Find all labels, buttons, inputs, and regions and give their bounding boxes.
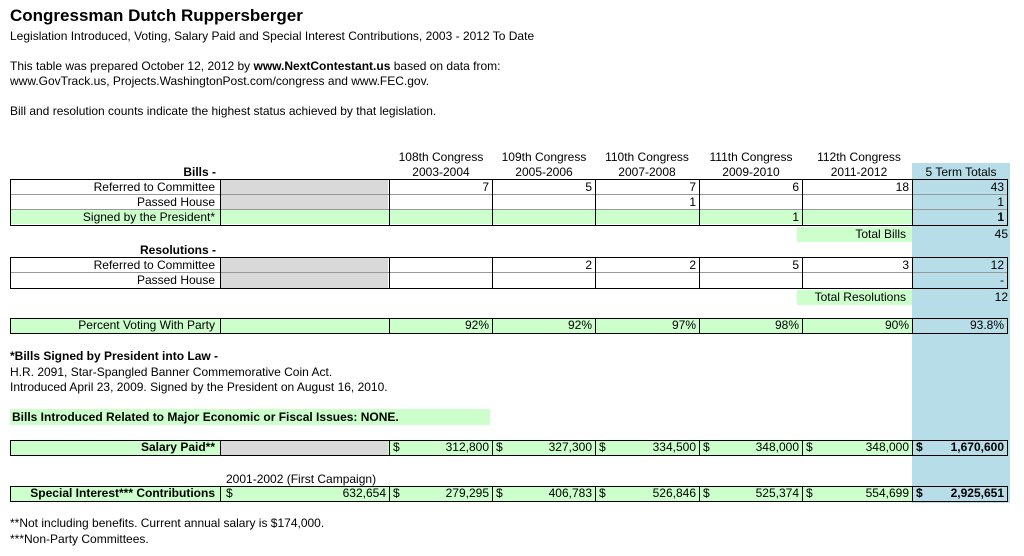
cell-value: 348,000 (755, 440, 799, 454)
resolutions-section-label: Resolutions - (139, 243, 216, 257)
column-header-108 (390, 150, 492, 180)
row-label: Salary Paid** (140, 440, 215, 454)
currency-symbol: $ (496, 440, 503, 454)
congress-years: 2011-2012 (830, 165, 888, 179)
cell-value: 3 (902, 258, 909, 272)
row-total: 1 (997, 195, 1004, 209)
cell-value: 6 (792, 180, 799, 194)
congress-name: 109th Congress (501, 150, 587, 164)
cell-value: 554,699 (865, 486, 909, 500)
column-header-109 (493, 150, 595, 180)
row-total: 2,925,651 (950, 486, 1004, 500)
contributions-row (10, 486, 1008, 502)
currency-symbol: $ (916, 440, 923, 454)
currency-symbol: $ (703, 440, 710, 454)
cell-value (595, 273, 699, 288)
cell-value: 348,000 (865, 440, 909, 454)
currency-symbol: $ (916, 486, 923, 500)
currency-symbol: $ (806, 486, 813, 500)
currency-symbol: $ (599, 486, 606, 500)
cell-value: 18 (895, 180, 909, 194)
page-title: Congressman Dutch Ruppersberger (10, 6, 303, 25)
table-row (10, 440, 1008, 455)
source-list: www.GovTrack.us, Projects.WashingtonPost.com/congress and www.FEC.gov. (10, 74, 430, 88)
total-resolutions-label: Total Resolutions (797, 290, 912, 305)
cell-value (492, 195, 595, 210)
cell-value: 327,300 (548, 440, 592, 454)
cell-value (802, 273, 912, 288)
cell-value: 525,374 (755, 486, 799, 500)
row-label: Percent Voting With Party (78, 318, 215, 332)
source-site-link[interactable]: www.NextContestant.us (253, 59, 391, 73)
cell-value: 312,800 (445, 440, 489, 454)
bills-table (10, 179, 1008, 226)
congress-name: 108th Congress (398, 150, 484, 164)
cell-value: 90% (884, 318, 909, 332)
congress-name: 110th Congress (605, 150, 689, 164)
column-header-111 (700, 150, 802, 180)
source-note-suffix: based on data from: (390, 59, 501, 73)
status-note: Bill and resolution counts indicate the highest status achieved by that legislation. (10, 104, 437, 118)
source-note (10, 59, 500, 73)
cell-value: 92% (567, 318, 592, 332)
cell-value (389, 273, 492, 288)
row-label: Passed House (136, 195, 215, 209)
congress-name: 112th Congress (817, 150, 901, 164)
resolutions-table (10, 257, 1008, 289)
table-row (10, 486, 1008, 501)
table-row (10, 180, 1008, 195)
congress-years: 2003-2004 (412, 165, 470, 179)
currency-symbol: $ (496, 486, 503, 500)
row-label: Special Interest*** Contributions (30, 486, 215, 500)
currency-symbol: $ (599, 440, 606, 454)
cell-value (802, 210, 912, 225)
row-label: Referred to Committee (93, 258, 215, 272)
signed-law-line: H.R. 2091, Star-Spangled Banner Commemorative Coin Act. (10, 365, 333, 379)
row-label: Passed House (136, 273, 215, 287)
currency-symbol: $ (226, 486, 233, 500)
cell-value (699, 273, 802, 288)
row-total: 93.8% (969, 318, 1004, 332)
cell-value (802, 195, 912, 210)
cell-value (699, 195, 802, 210)
cell-value: 2 (585, 258, 592, 272)
table-row (10, 195, 1008, 210)
cell-value: 7 (482, 180, 489, 194)
cell-value: 92% (464, 318, 489, 332)
row-total: 1 (997, 210, 1004, 224)
table-row (10, 258, 1008, 273)
currency-symbol: $ (703, 486, 710, 500)
cell-value: 98% (774, 318, 799, 332)
page-subtitle: Legislation Introduced, Voting, Salary Paid and Special Interest Contributions, 2003 - 2012 To Date (10, 29, 535, 43)
row-total: 1,670,600 (950, 440, 1004, 454)
row-total: 12 (990, 258, 1004, 272)
cell-value: 7 (689, 180, 696, 194)
cell-value: 2 (689, 258, 696, 272)
currency-symbol: $ (393, 486, 400, 500)
cell-value (389, 195, 492, 210)
voting-row (10, 318, 1008, 334)
salary-row (10, 440, 1008, 456)
row-label: Signed by the President* (82, 210, 215, 224)
column-header-110 (596, 150, 698, 180)
major-bills-note: Bills Introduced Related to Major Economic or Fiscal Issues: NONE. (10, 409, 490, 425)
congress-years: 2009-2010 (722, 165, 780, 179)
totals-header: 5 Term Totals (925, 165, 997, 179)
total-resolutions-value: 12 (994, 290, 1008, 304)
cell-value: 1 (689, 195, 696, 209)
cell-value (389, 258, 492, 273)
cell-value: 1 (792, 210, 799, 224)
cell-value: 406,783 (548, 486, 592, 500)
cell-value: 632,654 (342, 486, 386, 500)
first-campaign-label: 2001-2002 (First Campaign) (226, 472, 377, 486)
cell-value (492, 273, 595, 288)
total-bills-label: Total Bills (797, 227, 912, 242)
total-bills-value: 45 (994, 227, 1008, 241)
row-total: - (1000, 273, 1004, 287)
bills-section-label: Bills - (183, 165, 216, 179)
row-label: Referred to Committee (93, 180, 215, 194)
column-header-112 (804, 150, 914, 180)
currency-symbol: $ (393, 440, 400, 454)
cell-value: 97% (671, 318, 696, 332)
signed-law-line: Introduced April 23, 2009. Signed by the President on August 16, 2010. (10, 380, 388, 394)
cell-value: 526,846 (652, 486, 696, 500)
row-total: 43 (990, 180, 1004, 194)
cell-value (389, 210, 492, 225)
congress-years: 2005-2006 (515, 165, 573, 179)
congress-name: 111th Congress (709, 150, 793, 164)
signed-laws-heading: *Bills Signed by President into Law - (10, 349, 219, 363)
table-row (10, 273, 1008, 288)
table-row (10, 318, 1008, 333)
source-note-prefix: This table was prepared October 12, 2012 by (10, 59, 254, 73)
table-row (10, 210, 1008, 225)
footnote-non-party: ***Non-Party Committees. (10, 532, 149, 546)
cell-value: 5 (792, 258, 799, 272)
cell-value (492, 210, 595, 225)
cell-value: 279,295 (445, 486, 489, 500)
cell-value: 334,500 (652, 440, 696, 454)
cell-value: 5 (585, 180, 592, 194)
congress-years: 2007-2008 (618, 165, 676, 179)
cell-value (595, 210, 699, 225)
currency-symbol: $ (806, 440, 813, 454)
footnote-benefits: **Not including benefits. Current annual salary is $174,000. (10, 516, 325, 530)
